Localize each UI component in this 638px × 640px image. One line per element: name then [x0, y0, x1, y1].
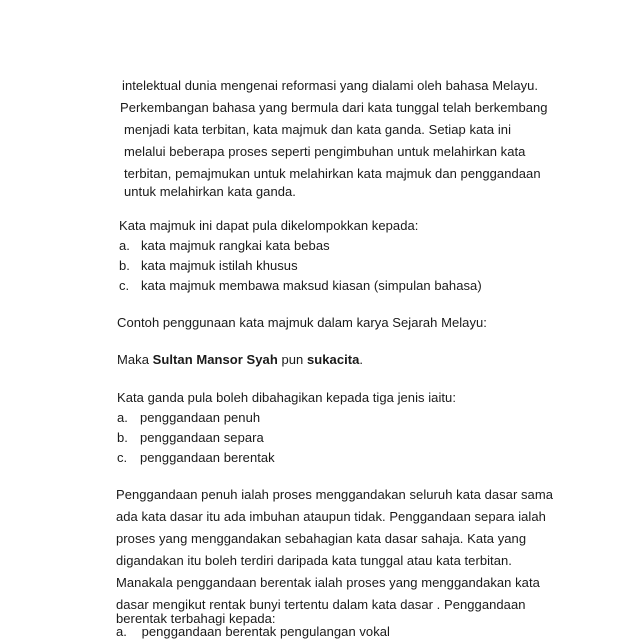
list-marker: a.	[119, 238, 130, 253]
list-item	[119, 238, 330, 254]
list-item	[117, 450, 275, 466]
paragraph-line: ada kata dasar itu ada imbuhan ataupun tidak. Penggandaan separa ialah	[116, 509, 546, 524]
list-item-text: kata majmuk rangkai kata bebas	[141, 238, 330, 253]
list-item	[117, 410, 260, 426]
list-item-text: kata majmuk istilah khusus	[141, 258, 298, 273]
list-item-text: penggandaan separa	[140, 430, 264, 445]
majmuk-intro: Kata majmuk ini dapat pula dikelompokkan kepada:	[119, 218, 419, 233]
list-item	[117, 430, 264, 446]
paragraph-line: Penggandaan penuh ialah proses menggandakan seluruh kata dasar sama	[116, 487, 553, 502]
list-item-text: penggandaan berentak	[140, 450, 275, 465]
list-marker: c.	[119, 278, 130, 293]
list-marker: b.	[119, 258, 130, 273]
paragraph-line: terbitan, pemajmukan untuk melahirkan kata majmuk dan penggandaan	[124, 166, 541, 181]
list-item	[119, 258, 298, 274]
paragraph-line: menjadi kata terbitan, kata majmuk dan kata ganda. Setiap kata ini	[124, 122, 512, 137]
example-text: .	[359, 352, 364, 367]
example-bold-word: sukacita	[306, 352, 360, 367]
paragraph-line-clipped: a. penggandaan berentak pengulangan vokal	[116, 624, 390, 639]
example-intro: Contoh penggunaan kata majmuk dalam karya Sejarah Melayu:	[117, 315, 487, 330]
paragraph-line: Manakala penggandaan berentak ialah proses yang menggandakan kata	[116, 575, 540, 590]
example-text: pun	[277, 352, 307, 367]
example-bold-name: Sultan Mansor Syah	[152, 352, 278, 367]
paragraph-line: untuk melahirkan kata ganda.	[124, 184, 296, 199]
paragraph-line: Perkembangan bahasa yang bermula dari kata tunggal telah berkembang	[120, 100, 548, 115]
paragraph-line: berentak terbahagi kepada:	[116, 611, 276, 626]
ganda-intro: Kata ganda pula boleh dibahagikan kepada tiga jenis iaitu:	[117, 390, 456, 405]
paragraph-line: intelektual dunia mengenai reformasi yang dialami oleh bahasa Melayu.	[122, 78, 539, 93]
example-sentence	[117, 352, 363, 368]
paragraph-line: dasar mengikut rentak bunyi tertentu dalam kata dasar . Penggandaan	[116, 597, 526, 612]
list-item	[119, 278, 482, 294]
example-text: Maka	[117, 352, 153, 367]
paragraph-line: melalui beberapa proses seperti pengimbuhan untuk melahirkan kata	[124, 144, 526, 159]
list-marker: c.	[117, 450, 128, 465]
list-item-text: penggandaan penuh	[140, 410, 261, 425]
list-marker: b.	[117, 430, 128, 445]
paragraph-line: proses yang menggandakan sebahagian kata dasar sahaja. Kata yang	[116, 531, 527, 546]
list-marker: a.	[117, 410, 128, 425]
paragraph-line: digandakan itu boleh terdiri daripada kata tunggal atau kata terbitan.	[116, 553, 512, 568]
list-item-text: kata majmuk membawa maksud kiasan (simpulan bahasa)	[141, 278, 482, 293]
